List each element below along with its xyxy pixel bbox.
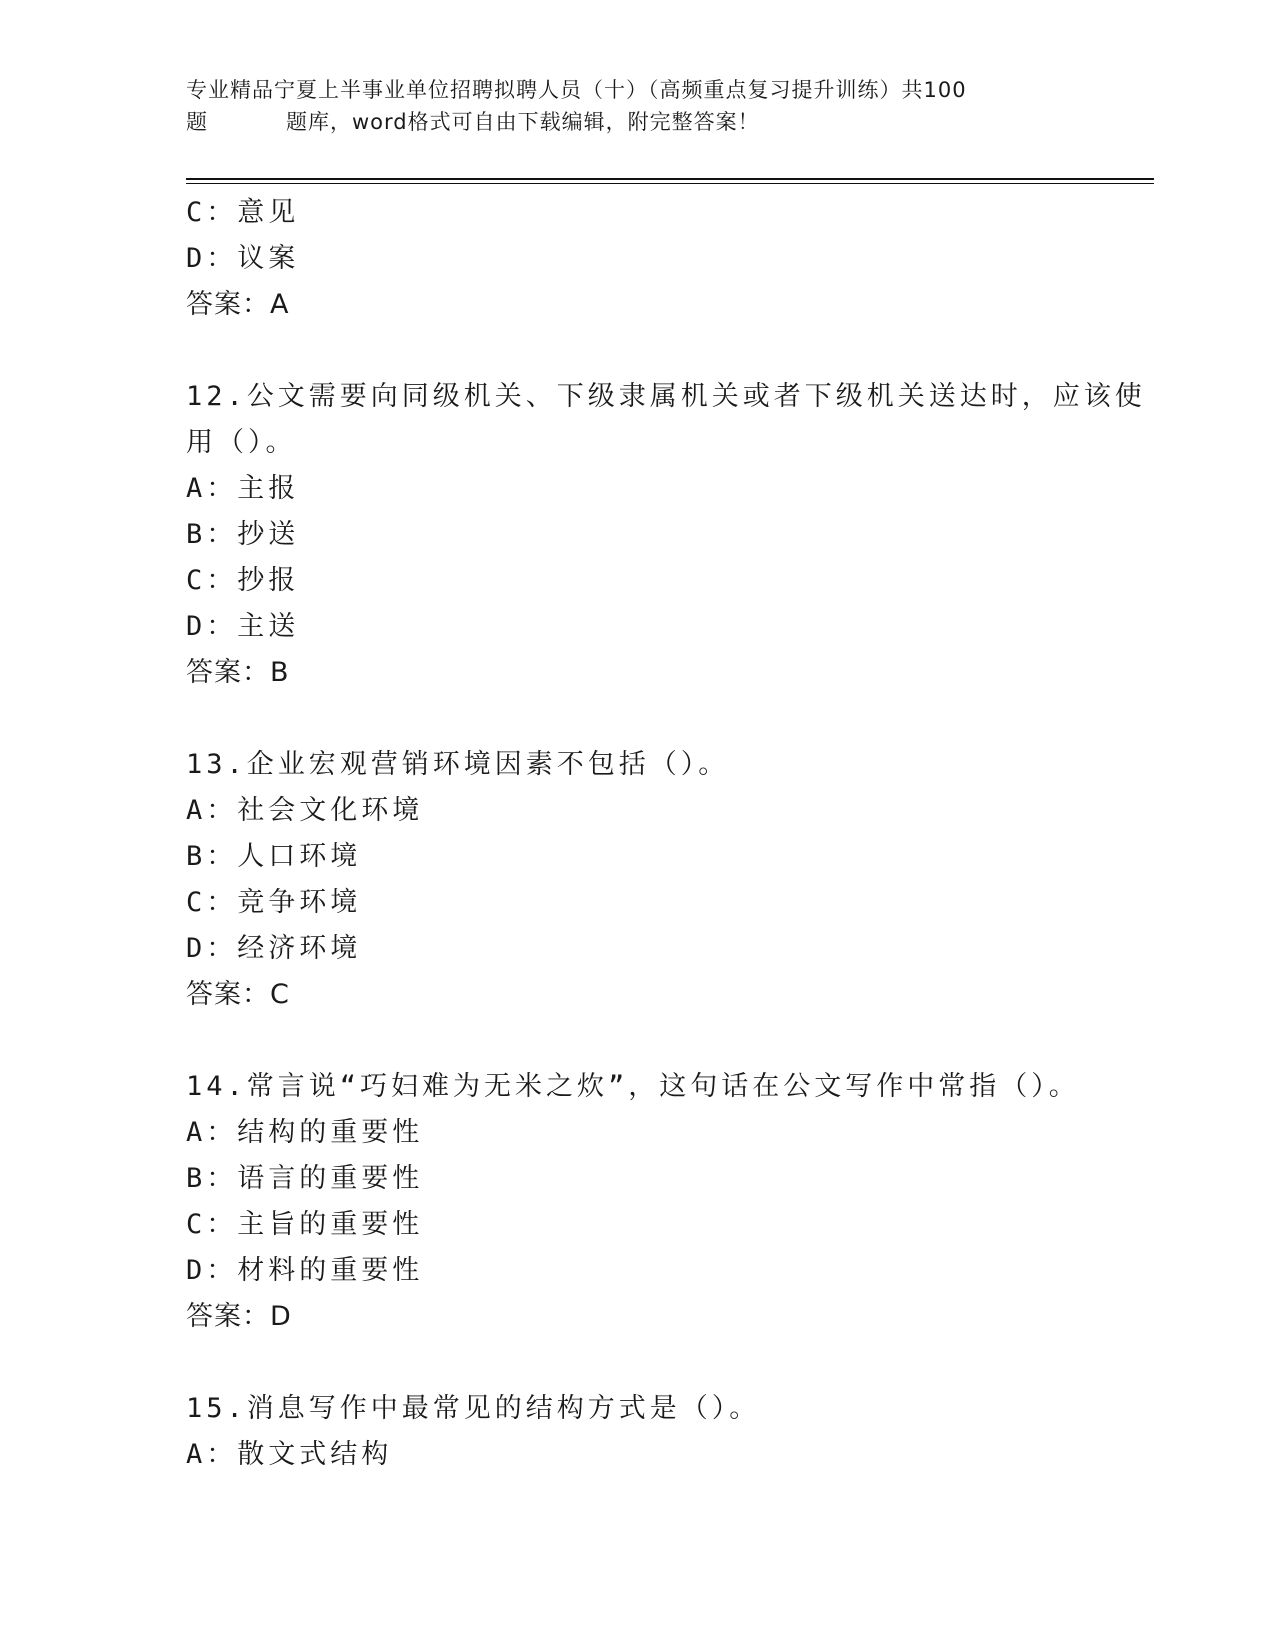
question-list — [186, 190, 1146, 1478]
header-divider-thin — [186, 183, 1154, 184]
question-14 — [186, 1064, 1086, 1340]
spacer — [186, 1340, 1086, 1386]
question-11-tail — [186, 190, 1086, 328]
option-a: A：主报 — [186, 473, 300, 504]
spacer — [186, 328, 1086, 374]
option-b: B：语言的重要性 — [186, 1163, 424, 1194]
spacer — [186, 696, 1086, 742]
option-c: C：竞争环境 — [186, 887, 362, 918]
answer: 答案：B — [186, 657, 290, 688]
question-13 — [186, 742, 1086, 1018]
answer: 答案：A — [186, 289, 290, 320]
option-d: D：材料的重要性 — [186, 1255, 424, 1286]
option-d: D：议案 — [186, 243, 300, 274]
option-d: D：经济环境 — [186, 933, 362, 964]
question-stem: 13.企业宏观营销环境因素不包括（）。 — [186, 749, 730, 780]
header-divider-thick — [186, 178, 1154, 180]
question-12 — [186, 374, 1146, 696]
option-a: A：散文式结构 — [186, 1439, 393, 1470]
option-b: B：人口环境 — [186, 841, 362, 872]
header-line-2-text: 题库，word格式可自由下载编辑，附完整答案！ — [286, 110, 760, 134]
question-stem: 15.消息写作中最常见的结构方式是（）。 — [186, 1393, 761, 1424]
option-a: A：社会文化环境 — [186, 795, 424, 826]
option-d: D：主送 — [186, 611, 300, 642]
header-line-1: 专业精品宁夏上半事业单位招聘拟聘人员（十）（高频重点复习提升训练）共100 — [186, 78, 967, 102]
document-header — [186, 74, 1066, 138]
option-c: C：主旨的重要性 — [186, 1209, 424, 1240]
header-line-2 — [186, 106, 1066, 138]
spacer — [186, 1018, 1086, 1064]
question-stem: 12.公文需要向同级机关、下级隶属机关或者下级机关送达时，应该使 — [186, 381, 1146, 412]
header-line-2-prefix: 题 — [186, 110, 208, 134]
option-c: C：意见 — [186, 197, 300, 228]
answer: 答案：C — [186, 979, 290, 1010]
option-a: A：结构的重要性 — [186, 1117, 424, 1148]
question-stem: 14.常言说“巧妇难为无米之炊”，这句话在公文写作中常指（）。 — [186, 1071, 1080, 1102]
option-c: C：抄报 — [186, 565, 300, 596]
question-15 — [186, 1386, 1086, 1478]
option-b: B：抄送 — [186, 519, 300, 550]
question-stem-continued: 用（）。 — [186, 427, 297, 458]
answer: 答案：D — [186, 1301, 292, 1332]
